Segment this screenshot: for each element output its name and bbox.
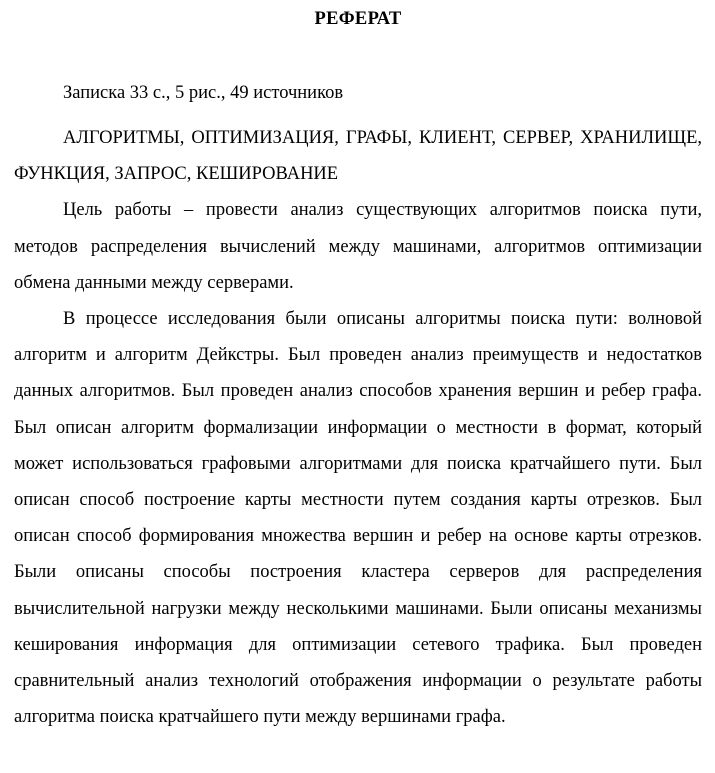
goal-paragraph: Цель работы – провести анализ существующих алгоритмов поиска пути, методов распределения вычислений между машинами, алгоритмов оптимизации обмена данными между серверами.	[14, 200, 702, 293]
keywords-paragraph: АЛГОРИТМЫ, ОПТИМИЗАЦИЯ, ГРАФЫ, КЛИЕНТ, СЕРВЕР, ХРАНИЛИЩЕ, ФУНКЦИЯ, ЗАПРОС, КЕШИРОВАНИЕ	[14, 128, 702, 185]
document-title: РЕФЕРАТ	[314, 9, 402, 29]
research-paragraph: В процессе исследования были описаны алгоритмы поиска пути: волновой алгоритм и алгоритм Дейкстры. Был проведен анализ преимуществ и недостатков данных алгоритмов. Был проведен анализ способов хранения вершин и ребер графа. Был описан алгоритм формализации информации о местности в формат, который может использоваться графовыми алгоритмами для поиска кратчайшего пути. Был описан способ построение карты местности путем создания карты отрезков. Был описан способ формирования множества вершин и ребер на основе карты отрезков. Были описаны способы построения кластера серверов для распределения вычислительной нагрузки между несколькими машинами. Были описаны механизмы кеширования информация для оптимизации сетевого трафика. Был проведен сравнительный анализ технологий отображения информации о результате работы алгоритма поиска кратчайшего пути между вершинами графа.	[14, 309, 702, 728]
summary-line: Записка 33 с., 5 рис., 49 источников	[63, 83, 344, 103]
document-page	[14, 6, 702, 735]
